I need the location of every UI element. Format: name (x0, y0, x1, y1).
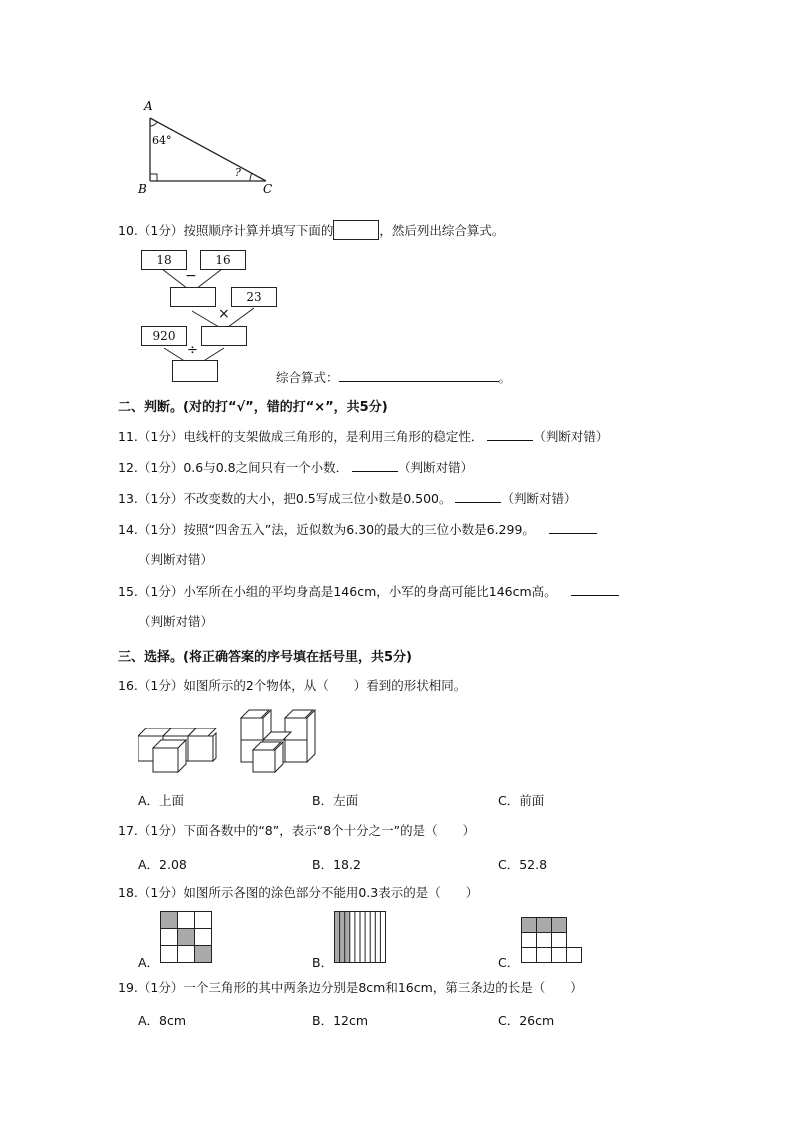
angle-a-label: 64° (152, 134, 172, 147)
q13-text: 13.（1分）不改变数的大小，把0.5写成三位小数是0.500。 (118, 491, 452, 506)
triangle-figure (136, 96, 286, 201)
q14-text: 14.（1分）按照“四舍五入”法，近似数为6.30的最大的三位小数是6.299。 (118, 522, 535, 537)
q16-cubes-figure-2 (239, 708, 321, 774)
q16-option-c[interactable]: C．前面 (498, 793, 545, 808)
q10-final-box[interactable] (172, 360, 218, 382)
q18-strips-b (334, 911, 386, 963)
q19-option-b[interactable]: B．12cm (312, 1013, 369, 1028)
angle-c-label: ? (235, 166, 241, 179)
q15 (118, 583, 619, 600)
vertex-a-label: A (144, 99, 153, 113)
q10-inline-box (333, 220, 379, 240)
q13-blank[interactable] (455, 490, 501, 503)
vertex-c-label: C (263, 182, 273, 196)
q10-prefix: 10.（1分）按照顺序计算并填写下面的 (118, 223, 334, 238)
q17-option-a[interactable]: A．2.08 (138, 857, 187, 872)
q10-divide-sign: ÷ (187, 343, 198, 358)
q16-text: 16.（1分）如图所示的2个物体，从（ ）看到的形状相同。 (118, 678, 467, 693)
q17-option-c[interactable]: C．52.8 (498, 857, 548, 872)
q10-text (118, 220, 504, 240)
q10-box-23: 23 (231, 287, 277, 307)
q15-blank[interactable] (571, 583, 619, 596)
q10-minus-sign: − (185, 268, 197, 284)
q10-suffix: ，然后列出综合算式。 (379, 223, 505, 238)
q10-formula-label: 综合算式： (276, 370, 339, 385)
q10-box-18: 18 (141, 250, 187, 270)
q17-text: 17.（1分）下面各数中的“8”，表示“8个十分之一”的是（ ） (118, 823, 476, 838)
q16-option-a[interactable]: A．上面 (138, 793, 185, 808)
q11-blank[interactable] (487, 428, 533, 441)
q16-cubes-figure-1 (138, 728, 218, 774)
q10-box-16: 16 (200, 250, 246, 270)
q11 (118, 428, 608, 445)
q19-option-c[interactable]: C．26cm (498, 1013, 555, 1028)
q18-option-a[interactable]: A． (138, 955, 160, 970)
q14 (118, 521, 597, 538)
q19-text: 19.（1分）一个三角形的其中两条边分别是8cm和16cm，第三条边的长是（ ） (118, 980, 583, 995)
q12 (118, 459, 473, 476)
q14-tail: （判断对错） (138, 552, 214, 567)
q17-option-b[interactable]: B．18.2 (312, 857, 361, 872)
q19-option-a[interactable]: A．8cm (138, 1013, 187, 1028)
q15-text: 15.（1分）小军所在小组的平均身高是146cm，小军的身高可能比146cm高。 (118, 584, 557, 599)
q13 (118, 490, 577, 507)
q10-result-box-2[interactable] (201, 326, 247, 346)
q11-text: 11.（1分）电线杆的支架做成三角形的，是利用三角形的稳定性． (118, 429, 484, 444)
q18-grid-a (160, 911, 212, 963)
q10-formula-blank[interactable] (339, 369, 499, 382)
q18-blocks-c (521, 917, 583, 965)
q12-tail: （判断对错） (398, 460, 474, 475)
q18-text: 18.（1分）如图所示各图的涂色部分不能用0.3表示的是（ ） (118, 885, 479, 900)
q14-blank[interactable] (549, 521, 597, 534)
section2-title: 二、判断。(对的打“√”，错的打“×”，共5分) (118, 400, 388, 415)
section3-title: 三、选择。(将正确答案的序号填在括号里，共5分) (118, 650, 412, 665)
q16-option-b[interactable]: B．左面 (312, 793, 359, 808)
q12-text: 12.（1分）0.6与0.8之间只有一个小数． (118, 460, 349, 475)
q18-option-b[interactable]: B． (312, 955, 334, 970)
q13-tail: （判断对错） (501, 491, 577, 506)
q15-tail: （判断对错） (138, 614, 214, 629)
q10-box-920: 920 (141, 326, 187, 346)
q10-result-box-1[interactable] (170, 287, 216, 307)
q10-times-sign: × (218, 306, 230, 322)
vertex-b-label: B (138, 182, 147, 196)
q11-tail: （判断对错） (533, 429, 609, 444)
q10-formula: 综合算式： 。 (276, 370, 512, 385)
q18-option-c[interactable]: C． (498, 955, 520, 970)
q12-blank[interactable] (352, 459, 398, 472)
